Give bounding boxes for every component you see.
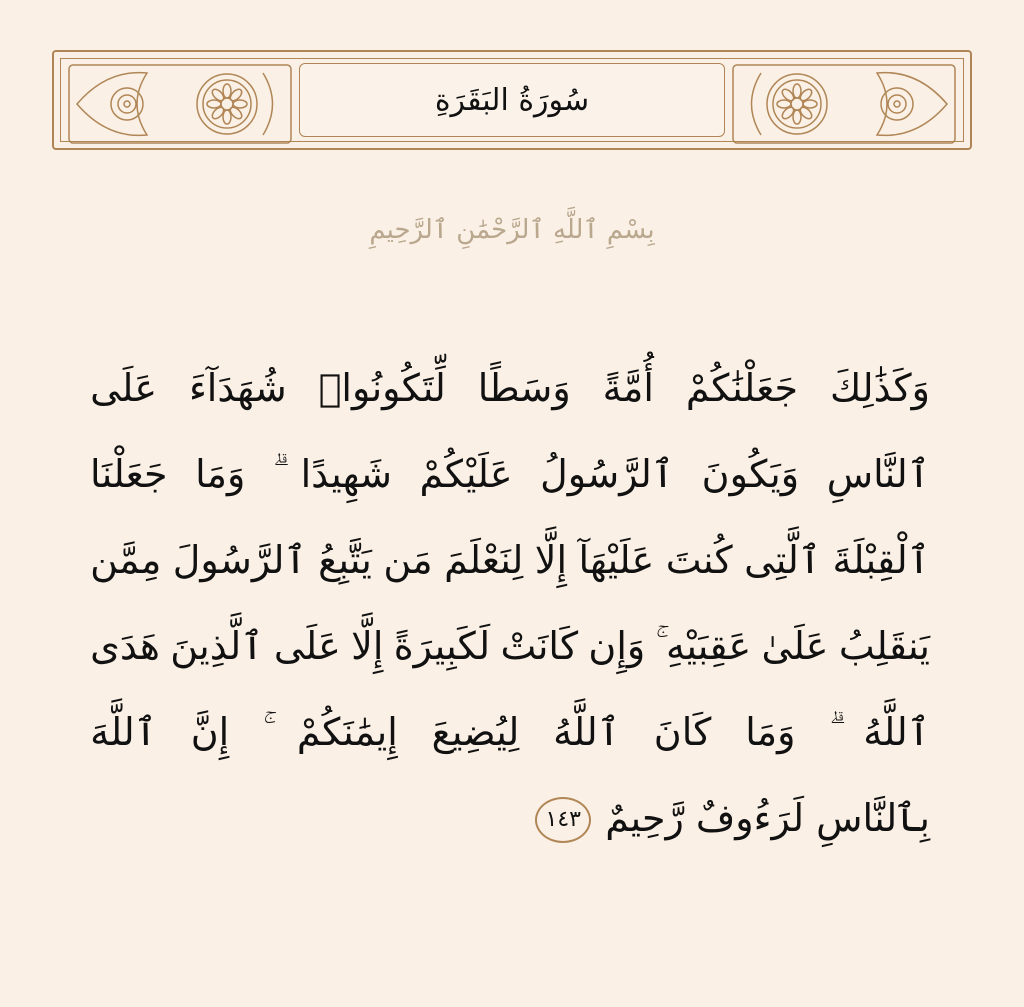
verse-word: وَيَكُونَ	[701, 452, 800, 496]
surah-name: سُورَةُ البَقَرَةِ	[434, 82, 590, 118]
verse-word: كُنتَ	[665, 538, 733, 582]
verse-word: جَعَلْنَٰكُمْ	[685, 366, 799, 410]
verse-word: عَلَى	[90, 366, 157, 410]
verse-word: لِنَعْلَمَ	[444, 538, 524, 582]
verse-word: يَتَّبِعُ	[318, 538, 372, 582]
surah-header-banner	[52, 50, 972, 150]
verse-word: ٱلَّذِينَ	[170, 624, 264, 668]
ornament-left-icon	[67, 63, 293, 145]
verse-line-6	[90, 775, 930, 861]
verse-word: عَقِبَيْهِ	[665, 624, 752, 668]
ayah-number-marker: ١٤٣	[535, 797, 591, 843]
verse-word: ٱلرَّسُولَ	[172, 538, 307, 582]
verse-word: إِلَّا	[351, 624, 384, 668]
verse-word: ٱلْقِبْلَةَ	[832, 538, 930, 582]
verse-word: كَانَ	[653, 710, 712, 754]
verse-word: إِنَّ	[190, 710, 230, 754]
bismillah: بِسْمِ ٱللَّهِ ٱلرَّحْمَٰنِ ٱلرَّحِيمِ	[369, 215, 655, 245]
verse-word: شُهَدَآءَ	[188, 366, 287, 410]
verse-text	[90, 345, 930, 861]
verse-line-1	[90, 345, 930, 431]
verse-line-5	[90, 689, 930, 775]
verse-line-6-text: بِٱلنَّاسِ لَرَءُوفٌ رَّحِيمٌ	[605, 796, 930, 840]
verse-line-3	[90, 517, 930, 603]
verse-line-4	[90, 603, 930, 689]
verse-word: مِمَّن	[90, 538, 162, 582]
verse-word: ٱلَّتِى	[744, 538, 822, 582]
verse-word: ٱللَّهَ	[90, 710, 157, 754]
verse-word: مَن	[383, 538, 433, 582]
verse-word: يَنقَلِبُ	[838, 624, 930, 668]
verse-word: لِيُضِيعَ	[431, 710, 520, 754]
verse-word: ٱلنَّاسِ	[826, 452, 930, 496]
verse-word: عَلَى	[273, 624, 341, 668]
verse-word: وَسَطًا	[477, 366, 571, 410]
verse-word: عَلَىٰ	[761, 624, 829, 668]
verse-word: وَمَا	[195, 452, 246, 496]
verse-line-2	[90, 431, 930, 517]
verse-word: إِلَّا	[534, 538, 567, 582]
verse-word: جَعَلْنَا	[90, 452, 168, 496]
verse-word: عَلَيْكُمْ	[419, 452, 513, 496]
verse-word: ٱلرَّسُولُ	[540, 452, 675, 496]
verse-word: ٱللَّهُ	[863, 710, 930, 754]
verse-word: هَدَى	[90, 624, 160, 668]
verse-word: وَمَا	[745, 710, 796, 754]
verse-word: عَلَيْهَآ	[578, 538, 655, 582]
verse-word: وَكَذَٰلِكَ	[830, 366, 930, 410]
verse-word: لِّتَكُونُوا۟	[318, 366, 446, 410]
surah-title-box	[299, 63, 725, 137]
banner-frame	[60, 58, 964, 142]
verse-word: كَانَتْ	[500, 624, 579, 668]
verse-word: وَإِن	[588, 624, 646, 668]
verse-word: إِيمَٰنَكُمْ	[296, 710, 398, 754]
verse-word: لَكَبِيرَةً	[393, 624, 491, 668]
verse-word: أُمَّةً	[602, 366, 654, 410]
verse-word: ٱللَّهُ	[553, 710, 620, 754]
ornament-right-icon	[731, 63, 957, 145]
verse-word: شَهِيدًا	[300, 452, 392, 496]
